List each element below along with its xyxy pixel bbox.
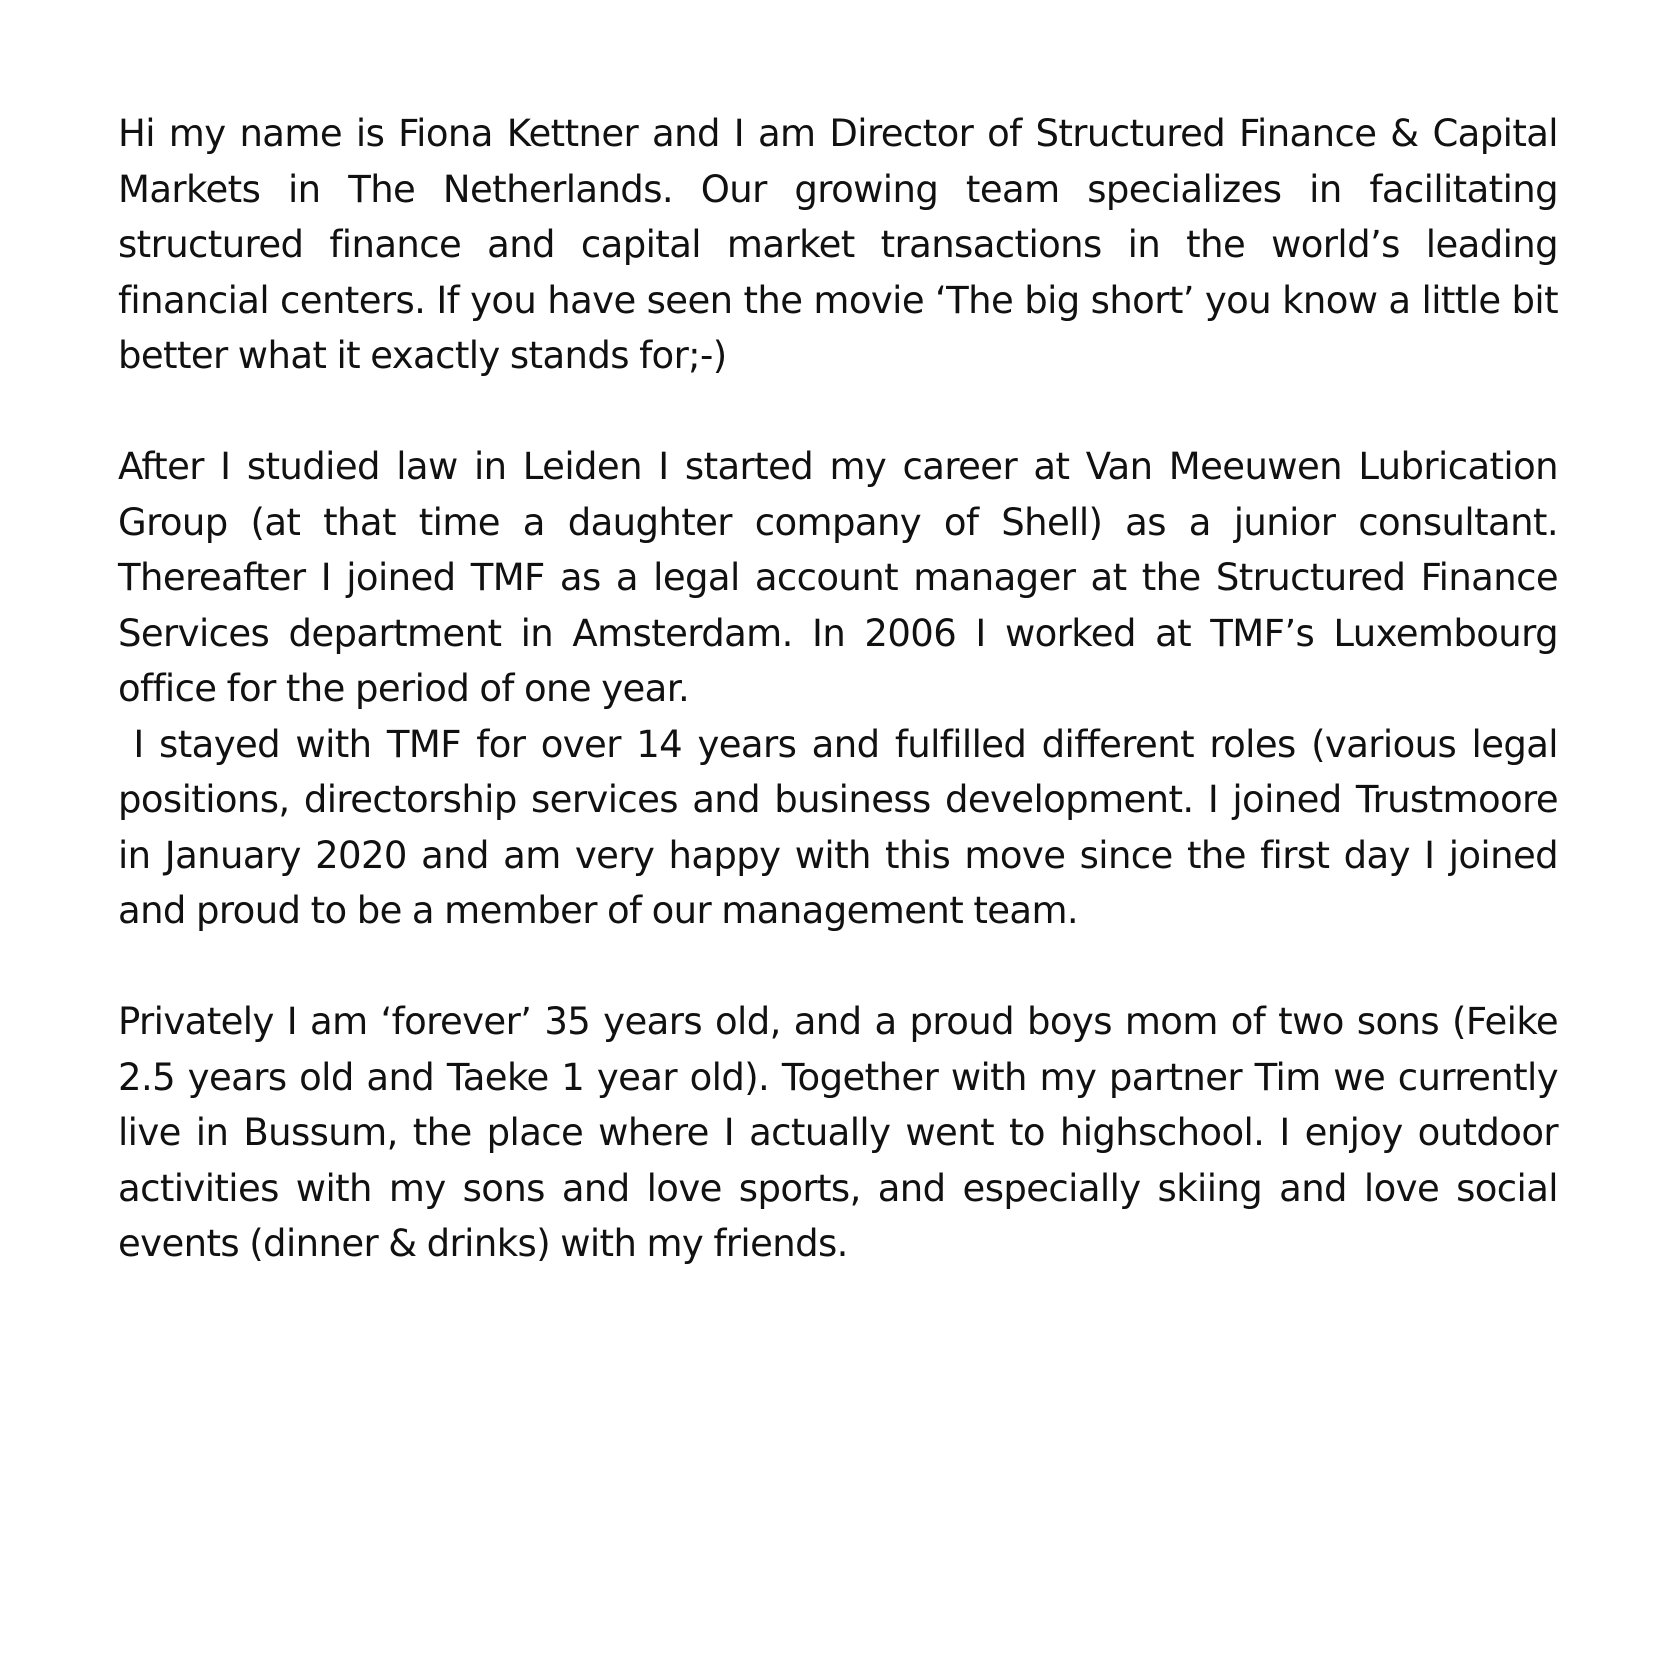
paragraph-spacer <box>118 384 1558 440</box>
paragraph-tmf-roles: I stayed with TMF for over 14 years and fulfilled different roles (various legal positions, directorship services and business development. I joined Trustmoore in January 2020 and am very happy with this move since the first day I joined and proud to be a member of our management team. <box>118 722 1569 932</box>
paragraph-career: After I studied law in Leiden I started my career at Van Meeuwen Lubrication Group (at that time a daughter company of Shell) as a junior consultant. Thereafter I joined TMF as a legal account manager at the Structured Finance Services department in Amsterdam. In 2006 I worked at TMF’s Luxembourg office for the period of one year. <box>118 445 1558 710</box>
paragraph-spacer <box>118 939 1558 995</box>
bio-text-block <box>118 106 1569 1272</box>
paragraph-introduction: Hi my name is Fiona Kettner and I am Director of Structured Finance & Capital Markets in The Netherlands. Our growing team specializes in facilitating structured finance and capital market transactions in the world’s leading financial centers. If you have seen the movie ‘The big short’ you know a little bit better what it exactly stands for;-) <box>118 112 1558 377</box>
paragraph-private-life: Privately I am ‘forever’ 35 years old, and a proud boys mom of two sons (Feike 2.5 years old and Taeke 1 year old). Together with my partner Tim we currently live in Bussum, the place where I actually went to highschool. I enjoy outdoor activities with my sons and love sports, and especially skiing and love social events (dinner & drinks) with my friends. <box>118 1000 1558 1265</box>
